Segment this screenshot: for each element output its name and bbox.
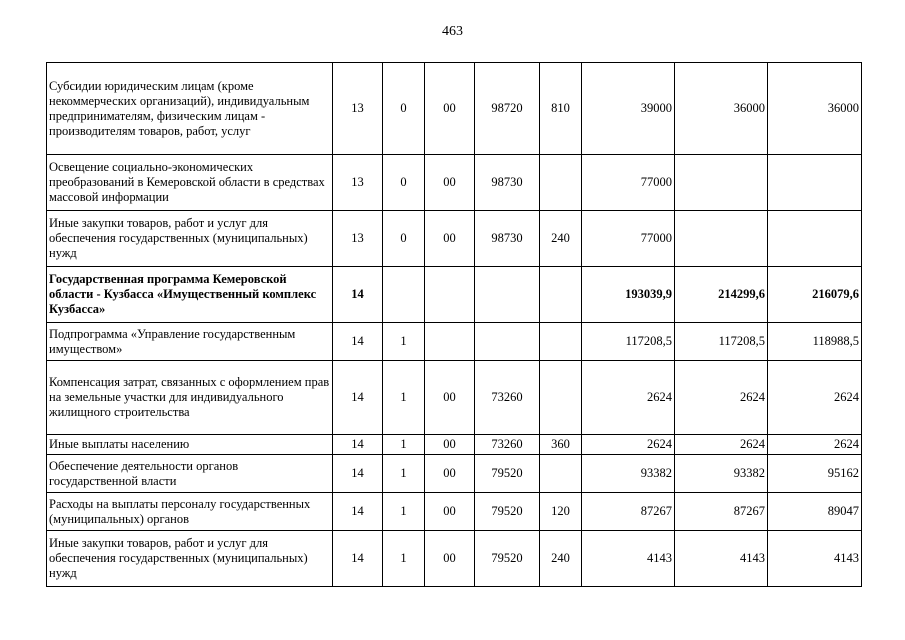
amount-year-2: 93382 <box>675 455 768 493</box>
amount-year-3 <box>768 211 862 267</box>
code-subprogram: 1 <box>383 323 425 361</box>
code-type: 240 <box>540 211 582 267</box>
code-direction: 00 <box>425 63 475 155</box>
amount-year-1: 77000 <box>582 155 675 211</box>
code-direction <box>425 267 475 323</box>
code-type <box>540 323 582 361</box>
code-type <box>540 267 582 323</box>
table-row <box>47 155 862 211</box>
code-expense <box>475 323 540 361</box>
code-expense: 73260 <box>475 435 540 455</box>
amount-year-1: 87267 <box>582 493 675 531</box>
table-row <box>47 361 862 435</box>
amount-year-1: 193039,9 <box>582 267 675 323</box>
amount-year-1: 39000 <box>582 63 675 155</box>
row-description: Освещение социально-экономических преобразований в Кемеровской области в средствах массовой информации <box>47 155 333 211</box>
amount-year-2: 214299,6 <box>675 267 768 323</box>
code-direction: 00 <box>425 455 475 493</box>
code-program: 14 <box>333 323 383 361</box>
amount-year-3: 36000 <box>768 63 862 155</box>
amount-year-1: 117208,5 <box>582 323 675 361</box>
amount-year-3: 118988,5 <box>768 323 862 361</box>
code-subprogram: 1 <box>383 531 425 587</box>
table-row <box>47 63 862 155</box>
code-subprogram: 0 <box>383 63 425 155</box>
code-type: 120 <box>540 493 582 531</box>
table-row <box>47 455 862 493</box>
code-type: 240 <box>540 531 582 587</box>
table-row <box>47 435 862 455</box>
amount-year-3 <box>768 155 862 211</box>
row-description: Иные выплаты населению <box>47 435 333 455</box>
code-subprogram: 1 <box>383 435 425 455</box>
amount-year-2: 2624 <box>675 435 768 455</box>
table-row <box>47 493 862 531</box>
amount-year-2: 87267 <box>675 493 768 531</box>
code-program: 14 <box>333 455 383 493</box>
row-description: Компенсация затрат, связанных с оформлением прав на земельные участки для индивидуального жилищного строительства <box>47 361 333 435</box>
code-subprogram: 0 <box>383 155 425 211</box>
code-program: 13 <box>333 211 383 267</box>
code-expense: 98720 <box>475 63 540 155</box>
code-expense: 79520 <box>475 531 540 587</box>
amount-year-2: 2624 <box>675 361 768 435</box>
row-description: Расходы на выплаты персоналу государственных (муниципальных) органов <box>47 493 333 531</box>
amount-year-1: 77000 <box>582 211 675 267</box>
code-type: 810 <box>540 63 582 155</box>
amount-year-1: 4143 <box>582 531 675 587</box>
budget-table <box>46 62 862 587</box>
code-subprogram: 1 <box>383 361 425 435</box>
row-description: Обеспечение деятельности органов государственной власти <box>47 455 333 493</box>
amount-year-2 <box>675 155 768 211</box>
row-description: Субсидии юридическим лицам (кроме некоммерческих организаций), индивидуальным предпринимателям, физическим лицам - производителям товаров, работ, услуг <box>47 63 333 155</box>
row-description: Государственная программа Кемеровской области - Кузбасса «Имущественный комплекс Кузбасса» <box>47 267 333 323</box>
amount-year-3: 89047 <box>768 493 862 531</box>
amount-year-1: 2624 <box>582 435 675 455</box>
code-program: 14 <box>333 361 383 435</box>
code-direction <box>425 323 475 361</box>
code-direction: 00 <box>425 211 475 267</box>
code-program: 13 <box>333 155 383 211</box>
code-expense: 73260 <box>475 361 540 435</box>
code-direction: 00 <box>425 493 475 531</box>
code-subprogram: 1 <box>383 455 425 493</box>
page-number: 463 <box>442 24 463 39</box>
code-program: 14 <box>333 267 383 323</box>
code-type <box>540 155 582 211</box>
code-subprogram: 1 <box>383 493 425 531</box>
amount-year-1: 2624 <box>582 361 675 435</box>
code-subprogram <box>383 267 425 323</box>
code-program: 13 <box>333 63 383 155</box>
code-expense: 79520 <box>475 455 540 493</box>
code-subprogram: 0 <box>383 211 425 267</box>
row-description: Подпрограмма «Управление государственным имуществом» <box>47 323 333 361</box>
amount-year-2: 117208,5 <box>675 323 768 361</box>
amount-year-3: 4143 <box>768 531 862 587</box>
amount-year-2: 36000 <box>675 63 768 155</box>
code-expense <box>475 267 540 323</box>
code-direction: 00 <box>425 435 475 455</box>
table-row <box>47 267 862 323</box>
code-direction: 00 <box>425 155 475 211</box>
amount-year-3: 2624 <box>768 435 862 455</box>
code-type <box>540 455 582 493</box>
amount-year-2 <box>675 211 768 267</box>
code-type: 360 <box>540 435 582 455</box>
amount-year-3: 216079,6 <box>768 267 862 323</box>
amount-year-3: 95162 <box>768 455 862 493</box>
amount-year-3: 2624 <box>768 361 862 435</box>
code-program: 14 <box>333 435 383 455</box>
row-description: Иные закупки товаров, работ и услуг для обеспечения государственных (муниципальных) нужд <box>47 531 333 587</box>
amount-year-1: 93382 <box>582 455 675 493</box>
table-row <box>47 211 862 267</box>
code-program: 14 <box>333 493 383 531</box>
code-expense: 98730 <box>475 155 540 211</box>
amount-year-2: 4143 <box>675 531 768 587</box>
code-type <box>540 361 582 435</box>
code-direction: 00 <box>425 361 475 435</box>
table-row <box>47 531 862 587</box>
code-direction: 00 <box>425 531 475 587</box>
row-description: Иные закупки товаров, работ и услуг для обеспечения государственных (муниципальных) нужд <box>47 211 333 267</box>
code-expense: 79520 <box>475 493 540 531</box>
code-expense: 98730 <box>475 211 540 267</box>
code-program: 14 <box>333 531 383 587</box>
table-row <box>47 323 862 361</box>
